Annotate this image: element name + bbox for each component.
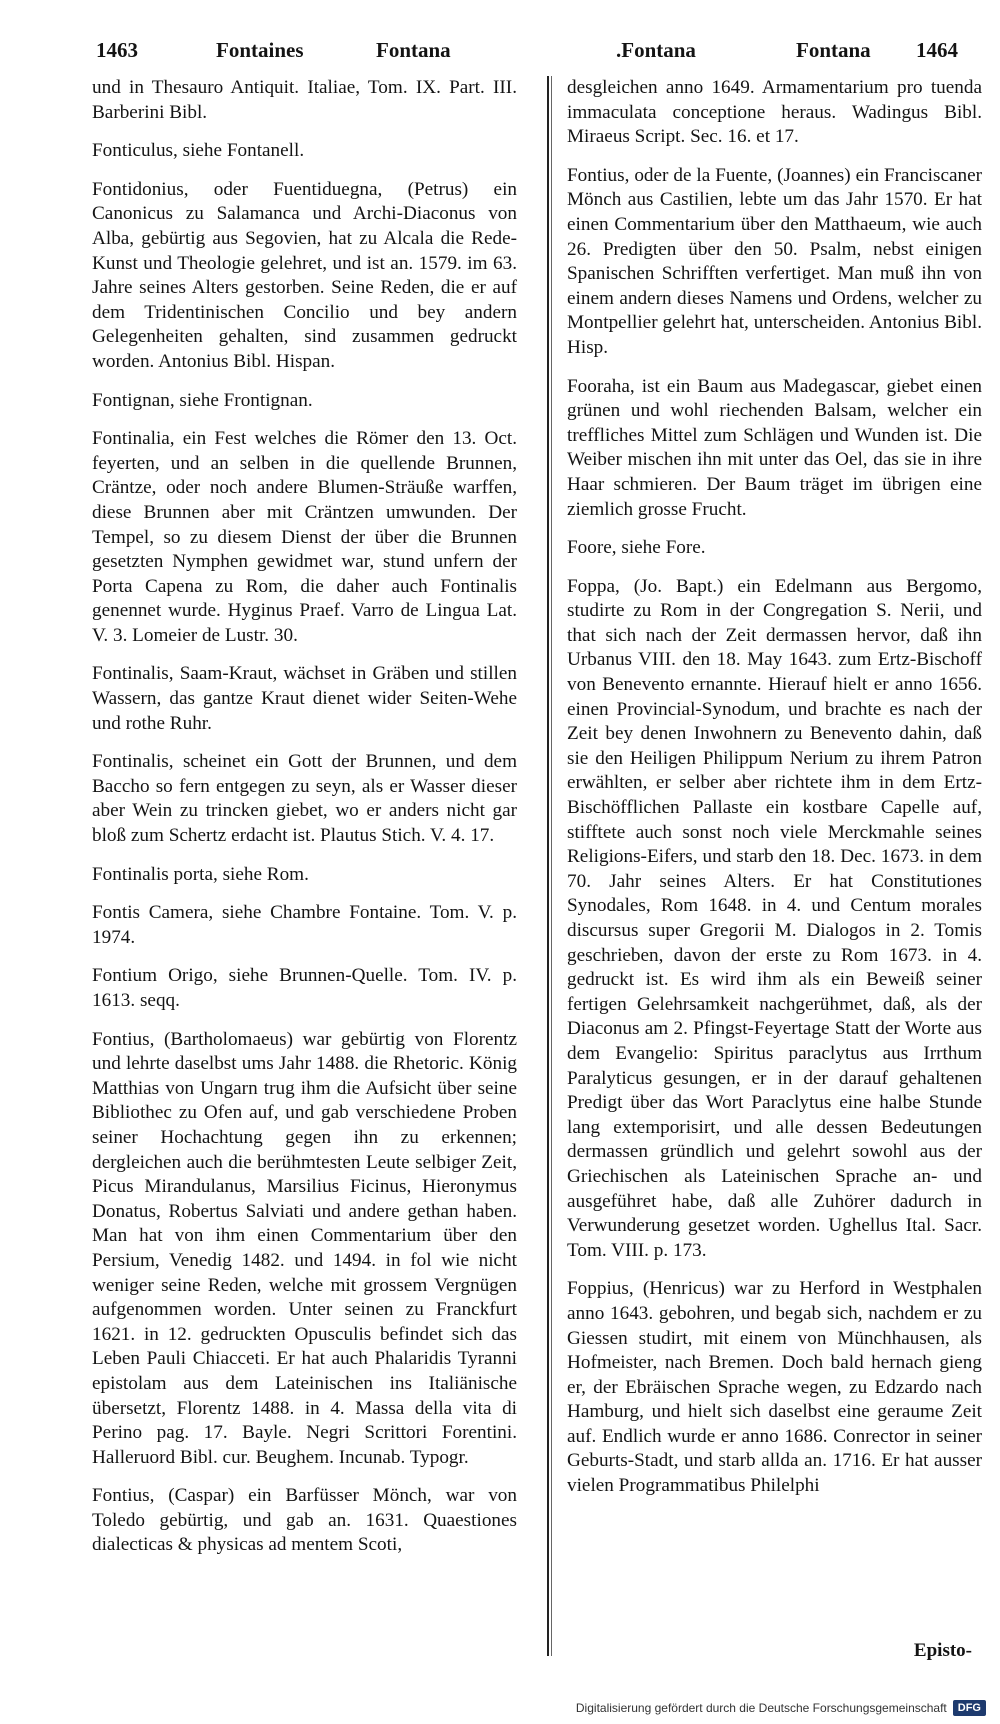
page-number-left: 1463 [96, 38, 138, 62]
column-divider [547, 76, 549, 1656]
footer [576, 1700, 986, 1716]
running-title-3: .Fontana [616, 38, 696, 62]
entry-paragraph: Foppa, (Jo. Bapt.) ein Edelmann aus Bergomo, studirte zu Rom in der Congregation S. Nerii, und that sich nach der Zeit dermassen hervor, daß ihn Urbanus VIII. den 18. May 1643. zum Ertz-Bischoff von Benevento ernannte. Hierauf hielt er anno 1656. einen Provincial-Synodum, und brachte es nach der Zeit bey denen Inwohnern zu Benevento dahin, daß sie den Heiligen Philippum Nerium zu ihrem Patron erwählten, er selber aber richtete ihm in dem Ertz-Bischöfflichen Pallaste ein kostbare Capelle auf, stifftete auch sonst noch viele Merckmahle seines Religions-Eifers, und starb den 18. Dec. 1673. in dem 70. Jahr seines Alters. Er hat Constitutiones Synodales, Rom 1648. in 4. und Centum morales discursus super Gregorii M. Dialogos in 2. Tomis geschrieben, davon der erste zu Rom 1673. in 4. gedruckt ist. Es wird ihm als ein Beweiß seiner fertigen Gelehrsamkeit nachgerühmet, daß, als der Diaconus am 2. Pfingst-Feyertage Statt der Worte aus dem Evangelio: Spiritus paraclytus aus Irrthum Paralyticus gesungen, er in der darauf gehaltenen Predigt über das Wort Paraclytus eine halbe Stunde lang extemporisirt, und alle dessen Bedeutungen dermassen gründlich und gelehrt sowohl aus der Griechischen als Lateinischen Sprache an- und ausgeführet habe, daß alle Zuhörer dadurch in Verwunderung gesetzet worden. Ughellus Ital. Sacr. Tom. VIII. p. 173. [567, 575, 982, 1261]
page-number-right: 1464 [916, 38, 958, 62]
entry-paragraph: desgleichen anno 1649. Armamentarium pro tuenda immaculata conceptione heraus. Wadingus Bibl. Miraeus Script. Sec. 16. et 17. [567, 77, 982, 148]
catchword: Episto- [913, 1640, 972, 1661]
right-column [567, 76, 982, 1666]
entry-paragraph: Fontis Camera, siehe Chambre Fontaine. Tom. V. p. 1974. [92, 902, 517, 948]
entry-paragraph: Fontium Origo, siehe Brunnen-Quelle. Tom. IV. p. 1613. seqq. [92, 965, 517, 1011]
entry-paragraph: Fontius, (Caspar) ein Barfüsser Mönch, war von Toledo gebürtig, und gab an. 1631. Quaestiones dialecticas & physicas ad mentem Scoti, [92, 1485, 517, 1556]
entry-paragraph: Fontinalis, scheinet ein Gott der Brunnen, und dem Baccho so fern entgegen zu seyn, als er Wasser dieser aber Wein zu trincken giebet, wo er anders nicht gar bloß zum Schertz erdacht ist. Plautus Stich. V. 4. 17. [92, 751, 517, 847]
entry-paragraph: und in Thesauro Antiquit. Italiae, Tom. IX. Part. III. Barberini Bibl. [92, 77, 517, 123]
running-title-1: Fontaines [216, 38, 304, 62]
entry-paragraph: Fontius, oder de la Fuente, (Joannes) ein Franciscaner Mönch aus Castilien, lebte um das Jahr 1570. Er hat einen Commentarium über den Matthaeum, wie auch 26. Predigten über den 50. Psalm, nebst einigen Spanischen Schrifften verfertiget. Man muß ihn von einem andern dieses Namens und Ordens, welcher zu Montpellier gelehrt hat, unterscheiden. Antonius Bibl. Hisp. [567, 164, 982, 358]
entry-paragraph: Foppius, (Henricus) war zu Herford in Westphalen anno 1643. gebohren, und begab sich, nachdem er zu Giessen studirt, mit einem von Münchhausen, als Hofmeister, nach Bremen. Doch bald hernach gieng er, der Ebräischen Sprache wegen, zu Edzardo nach Hamburg, und hielt sich daselbst eine geraume Zeit auf. Endlich wurde er anno 1686. Conrector in seiner Geburts-Stadt, und starb allda an. 1716. Er hat ausser vielen Programmatibus Philelphi [567, 1278, 982, 1497]
entry-paragraph: Fontius, (Bartholomaeus) war gebürtig von Florentz und lehrte daselbst ums Jahr 1488. die Rhetoric. König Matthias von Ungarn trug ihm die Aufsicht über seine Bibliothec zu Ofen auf, und gab verschiedene Proben seiner Hochachtung gegen ihn zu erkennen; dergleichen auch die berühmtesten Leute selbiger Zeit, Picus Mirandulanus, Marsilius Ficinus, Hieronymus Donatus, Robertus Salviati und andere gethan haben. Man hat von ihm einen Commentarium über den Persium, Venedig 1482. und 1494. in fol wie nicht weniger seine Reden, welche mit grossem Vergnügen aufgenommen worden. Unter seinen zu Franckfurt 1621. in 12. gedruckten Opusculis befindet sich das Leben Pauli Chiacceti. Er hat auch Phalaridis Tyranni epistolam aus dem Lateinischen ins Italiänische übersetzt, Florentz 1488. in 4. Massa della vita di Perino pag. 17. Bayle. Negri Scrittori Forentini. Halleruord Bibl. cur. Beughem. Incunab. Typogr. [92, 1028, 517, 1468]
running-title-4: Fontana [796, 38, 871, 62]
footer-text: Digitalisierung gefördert durch die Deutsche Forschungsgemeinschaft [575, 1701, 947, 1715]
entry-paragraph: Fontinalia, ein Fest welches die Römer den 13. Oct. feyerten, und an selben in die quellende Brunnen, Cräntze, oder noch andere Blumen-Sträuße warffen, diese Brunnen aber mit Cräntzen umwunden. Der Tempel, so zu diesem Dienst der über die Brunnen gesetzten Nymphen gewidmet war, stund unfern der Porta Capena zu Rom, die daher auch Fontinalis genennet wurde. Hyginus Praef. Varro de Lingua Lat. V. 3. Lomeier de Lustr. 30. [92, 428, 517, 646]
entry-paragraph: Fontidonius, oder Fuentiduegna, (Petrus) ein Canonicus zu Salamanca und Archi-Diaconus von Alba, gebürtig aus Segovien, hat zu Alcala die Rede-Kunst und Theologie gelehret, und ist an. 1579. im 63. Jahre seines Alters gestorben. Seine Reden, die er auf dem Tridentinischen Concilio und bey andern Gelegenheiten gehalten, sind zusammen gedruckt worden. Antonius Bibl. Hispan. [92, 178, 517, 372]
running-title-2: Fontana [376, 38, 451, 62]
column-divider-inner [551, 76, 552, 1656]
left-column [92, 76, 517, 1666]
entry-paragraph: Fontignan, siehe Frontignan. [92, 389, 313, 411]
entry-paragraph: Fooraha, ist ein Baum aus Madegascar, giebet einen grünen und wohl riechenden Balsam, welcher ein treffliches Mittel zum Schlägen und Wunden ist. Die Weiber mischen ihn mit unter das Oel, das sie in ihre Haar schmieren. Der Baum träget im übrigen eine ziemlich grosse Frucht. [567, 375, 982, 520]
entry-paragraph: Fontinalis porta, siehe Rom. [92, 863, 309, 885]
entry-paragraph: Fonticulus, siehe Fontanell. [92, 140, 305, 162]
dfg-logo: DFG [953, 1700, 986, 1716]
entry-paragraph: Foore, siehe Fore. [567, 537, 706, 559]
running-header [96, 34, 956, 74]
entry-paragraph: Fontinalis, Saam-Kraut, wächset in Gräben und stillen Wassern, das gantze Kraut dienet wider Seiten-Wehe und rothe Ruhr. [92, 663, 517, 734]
